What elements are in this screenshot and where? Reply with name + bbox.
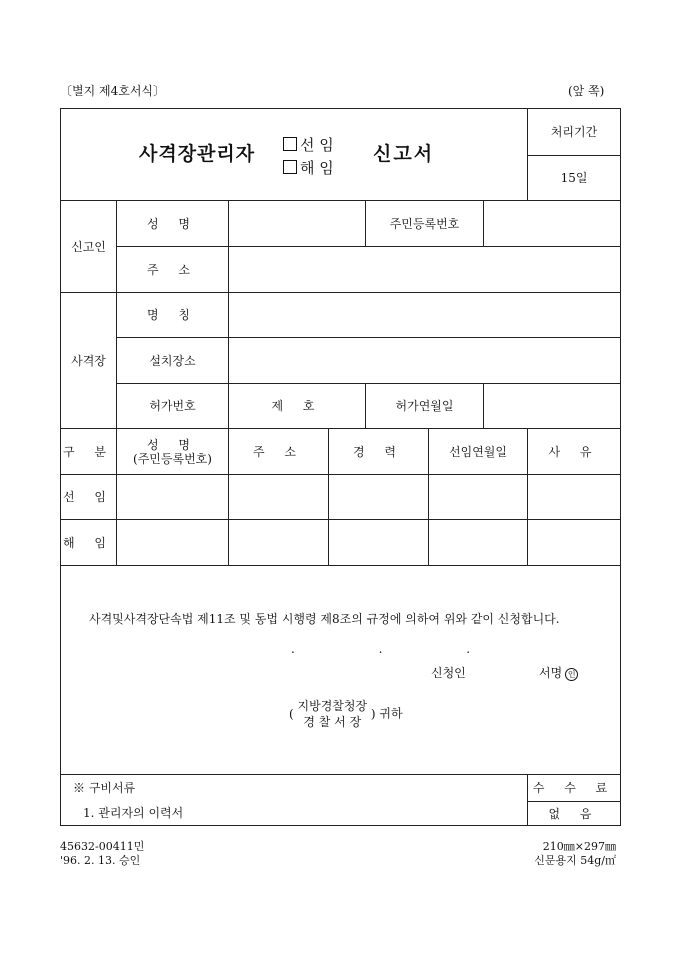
signature-label: 서명 [539, 666, 563, 680]
fee-label: 수 수 료 [528, 775, 621, 802]
checkbox-icon[interactable] [283, 137, 297, 151]
col-career: 경 력 [329, 429, 429, 475]
footer-right [534, 840, 616, 868]
reporter-address-label: 주 소 [117, 247, 229, 293]
form-title-cell [61, 109, 528, 201]
permit-number-field[interactable]: 제 호 [229, 384, 366, 429]
form-title: 사격장관리자 [139, 143, 256, 165]
addressee-police-agency: 지방경찰청장 [297, 699, 368, 713]
date-field[interactable]: . . . [291, 642, 511, 656]
report-form [60, 108, 621, 826]
fee-value: 없 음 [528, 802, 621, 826]
cell-date[interactable] [429, 520, 528, 566]
cell-address[interactable] [229, 520, 329, 566]
col-address: 주 소 [229, 429, 329, 475]
reporter-address-field[interactable] [229, 247, 621, 293]
col-name-label: 성 명 [147, 437, 198, 452]
seal-stamp-icon: 인 [565, 668, 578, 681]
cell-address[interactable] [229, 475, 329, 520]
appointment-options [283, 134, 334, 180]
range-location-field[interactable] [229, 338, 621, 384]
cell-career[interactable] [329, 475, 429, 520]
cell-name[interactable] [117, 520, 229, 566]
reporter-id-label: 주민등록번호 [366, 201, 484, 247]
permit-number-label: 허가번호 [117, 384, 229, 429]
approval-date: '96. 2. 13. 승인 [60, 854, 141, 867]
reporter-name-field[interactable] [229, 201, 366, 247]
col-reason: 사 유 [528, 429, 621, 475]
cell-reason[interactable] [528, 475, 621, 520]
cell-date[interactable] [429, 475, 528, 520]
processing-period-value: 15일 [528, 155, 621, 201]
option-dismiss[interactable]: 해 임 [283, 157, 334, 180]
range-name-label: 명 칭 [117, 293, 229, 338]
col-name [117, 429, 229, 475]
row-label-appoint: 선 임 [61, 475, 117, 520]
paper-size: 210㎜×297㎜ [542, 840, 616, 853]
addressee-police-station: 경 찰 서 장 [303, 715, 362, 729]
reporter-id-field[interactable] [484, 201, 621, 247]
addressee-honorific: 귀하 [379, 706, 403, 721]
footer-left [60, 840, 144, 868]
table-row [61, 520, 621, 566]
processing-period-label: 처리기간 [528, 109, 621, 156]
required-docs-heading: ※ 구비서류 [61, 775, 528, 802]
range-group-label: 사격장 [61, 293, 117, 429]
cell-career[interactable] [329, 520, 429, 566]
cell-reason[interactable] [528, 520, 621, 566]
range-name-field[interactable] [229, 293, 621, 338]
col-date: 선임연월일 [429, 429, 528, 475]
checkbox-icon[interactable] [283, 160, 297, 174]
applicant-label: 신청인 [431, 666, 466, 680]
form-code: 45632-00411민 [60, 840, 145, 853]
page-side-label: (앞 쪽) [568, 84, 605, 98]
reporter-group-label: 신고인 [61, 201, 117, 293]
paper-type: 신문용지 54g/㎡ [534, 854, 616, 867]
form-title-suffix: 신고서 [373, 143, 435, 165]
signature-field[interactable] [539, 666, 578, 681]
col-category: 구 분 [61, 429, 117, 475]
declaration-section [61, 566, 621, 775]
form-number: 〔별지 제4호서식〕 [60, 84, 166, 98]
declaration-text: 사격및사격장단속법 제11조 및 동법 시행령 제8조의 규정에 의하여 위와 같이 신청합니다. [89, 612, 560, 626]
permit-date-field[interactable] [484, 384, 621, 429]
col-id-label: (주민등록번호) [133, 451, 212, 466]
range-location-label: 설치장소 [117, 338, 229, 384]
required-doc-item: 1. 관리자의 이력서 [61, 802, 528, 826]
option-appoint[interactable]: 선 임 [283, 134, 334, 157]
addressee: ( 지방경찰청장 경 찰 서 장 ) 귀하 [289, 699, 403, 729]
reporter-name-label: 성 명 [117, 201, 229, 247]
cell-name[interactable] [117, 475, 229, 520]
permit-date-label: 허가연월일 [366, 384, 484, 429]
row-label-dismiss: 해 임 [61, 520, 117, 566]
table-row [61, 475, 621, 520]
